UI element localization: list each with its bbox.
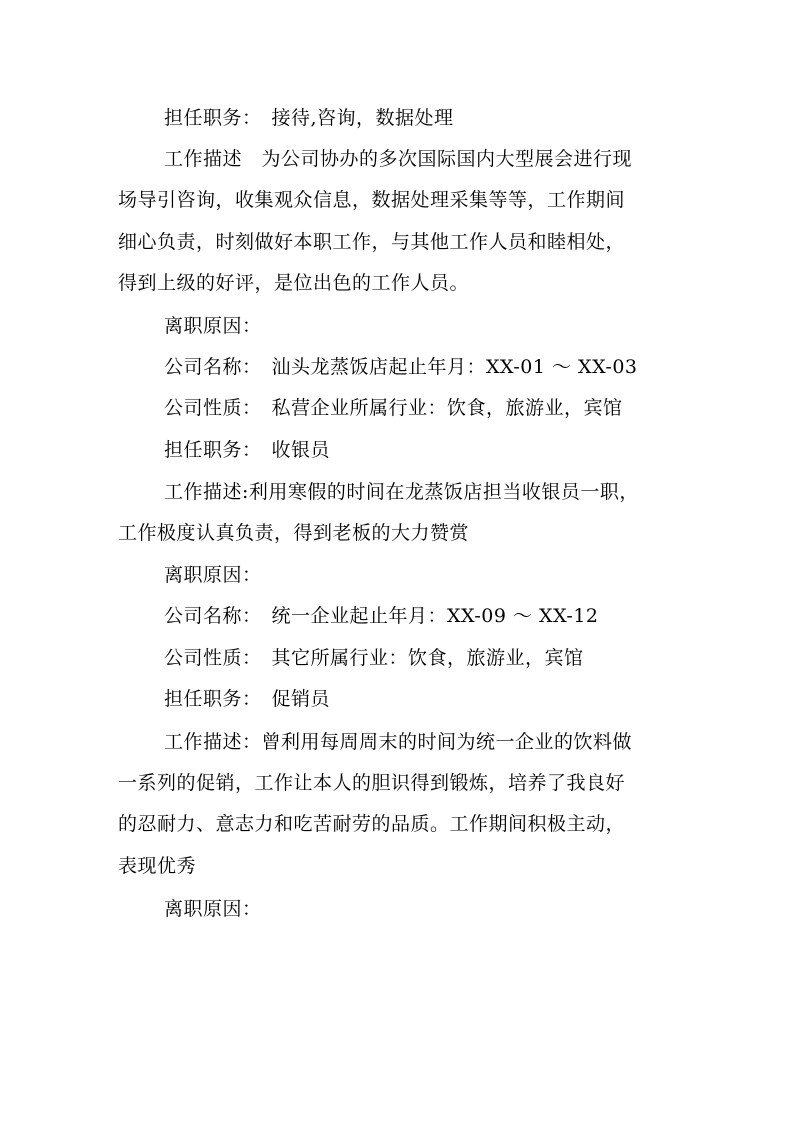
position-line-3: 担任职务： 促销员 [164, 688, 331, 710]
leave-reason-2: 离职原因： [164, 564, 262, 586]
description-line-1c: 细心负责，时刻做好本职工作，与其他工作人员和睦相处， [118, 231, 626, 253]
company-type-2: 公司性质： 私营企业所属行业：饮食，旅游业，宾馆 [164, 397, 623, 419]
description-line-3d: 表现优秀 [118, 855, 197, 877]
description-line-1d: 得到上级的好评，是位出色的工作人员。 [118, 272, 470, 294]
description-line-3a: 工作描述：曾利用每周周末的时间为统一企业的饮料做 [164, 731, 633, 753]
position-line-1: 担任职务： 接待,咨询，数据处理 [164, 107, 454, 129]
description-line-2a: 工作描述:利用寒假的时间在龙蒸饭店担当收银员一职， [164, 481, 639, 503]
company-name-3: 公司名称： 统一企业起止年月：XX-09 ～ XX-12 [164, 605, 599, 627]
leave-reason-1: 离职原因： [164, 315, 262, 337]
company-type-3: 公司性质： 其它所属行业：饮食，旅游业，宾馆 [164, 647, 584, 669]
position-line-2: 担任职务： 收银员 [164, 439, 331, 461]
description-line-3c: 的忍耐力、意志力和吃苦耐劳的品质。工作期间积极主动， [118, 813, 626, 835]
description-line-1b: 场导引咨询，收集观众信息，数据处理采集等等，工作期间 [118, 189, 626, 211]
description-line-3b: 一系列的促销，工作让本人的胆识得到锻炼，培养了我良好 [118, 772, 626, 794]
description-line-1a: 工作描述 为公司协办的多次国际国内大型展会进行现 [164, 148, 633, 170]
leave-reason-3: 离职原因： [164, 898, 262, 920]
company-name-2: 公司名称： 汕头龙蒸饭店起止年月：XX-01 ～ XX-03 [164, 356, 638, 378]
description-line-2b: 工作极度认真负责，得到老板的大力赞赏 [118, 522, 470, 544]
